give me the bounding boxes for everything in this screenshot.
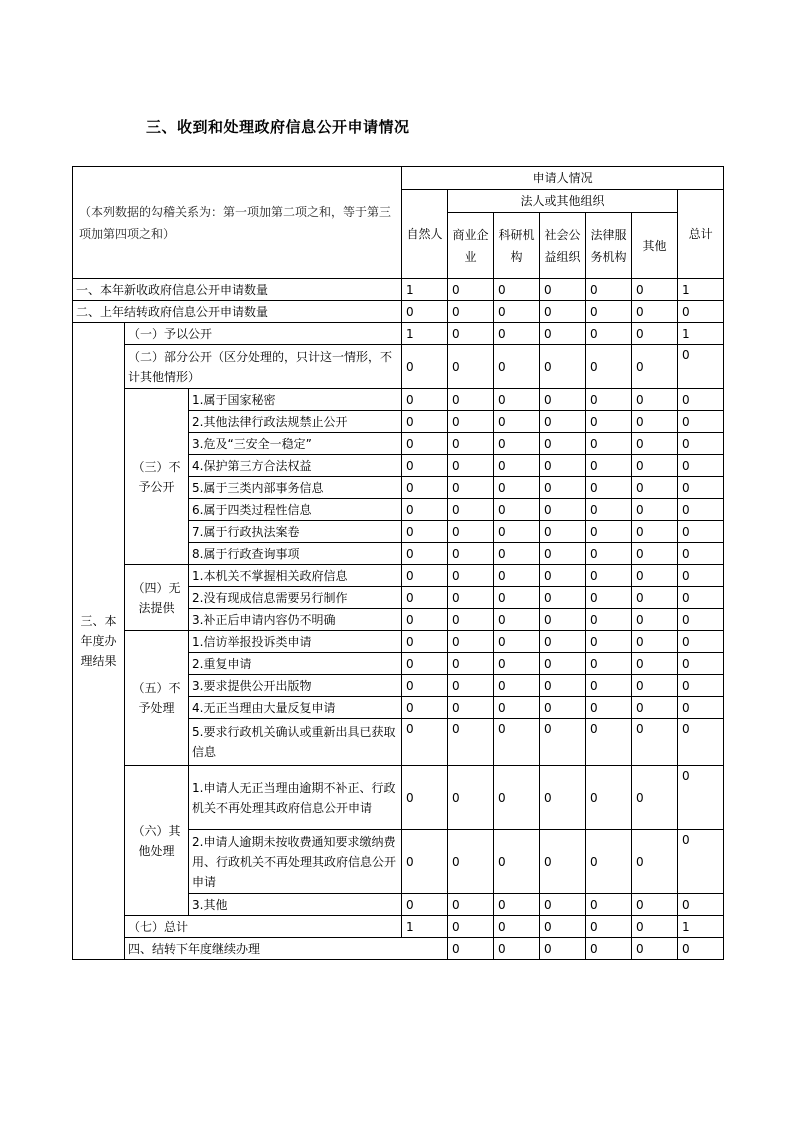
cell-value: 0 bbox=[402, 766, 448, 830]
cell-value: 0 bbox=[540, 609, 586, 631]
row-label: 8.属于行政查询事项 bbox=[189, 543, 402, 565]
cell-value: 0 bbox=[494, 543, 540, 565]
cell-value: 0 bbox=[448, 938, 494, 960]
cell-value: 0 bbox=[448, 455, 494, 477]
cell-value: 0 bbox=[494, 499, 540, 521]
cell-value: 0 bbox=[540, 411, 586, 433]
cell-value: 0 bbox=[632, 411, 678, 433]
cell-value: 0 bbox=[540, 301, 586, 323]
table-row bbox=[73, 389, 724, 411]
cell-value: 0 bbox=[586, 631, 632, 653]
cell-value: 0 bbox=[402, 411, 448, 433]
group-label: （三）不予公开 bbox=[125, 389, 189, 565]
cell-value: 0 bbox=[448, 719, 494, 766]
cell-value: 0 bbox=[540, 543, 586, 565]
cell-value: 0 bbox=[632, 938, 678, 960]
cell-value: 0 bbox=[586, 323, 632, 345]
cell-value: 0 bbox=[494, 938, 540, 960]
cell-value: 0 bbox=[494, 653, 540, 675]
table-row bbox=[73, 938, 724, 960]
application-stats-table bbox=[72, 166, 724, 960]
cell-value: 0 bbox=[678, 411, 724, 433]
cell-value: 0 bbox=[632, 830, 678, 894]
cell-value: 0 bbox=[678, 521, 724, 543]
header-applicant: 申请人情况 bbox=[402, 167, 724, 190]
cell-value: 0 bbox=[586, 653, 632, 675]
cell-value: 0 bbox=[402, 609, 448, 631]
cell-value: 0 bbox=[494, 894, 540, 916]
cell-value: 0 bbox=[540, 675, 586, 697]
cell-value: 0 bbox=[586, 587, 632, 609]
row-label: 2.没有现成信息需要另行制作 bbox=[189, 587, 402, 609]
cell-value: 0 bbox=[402, 653, 448, 675]
cell-value: 0 bbox=[494, 565, 540, 587]
row-label: （二）部分公开（区分处理的，只计这一情形，不计其他情形） bbox=[125, 345, 402, 389]
cell-value: 0 bbox=[494, 433, 540, 455]
cell-value: 0 bbox=[448, 766, 494, 830]
cell-value: 0 bbox=[540, 565, 586, 587]
row-label: 4.无正当理由大量反复申请 bbox=[189, 697, 402, 719]
cell-value: 0 bbox=[586, 675, 632, 697]
row-label: 3.补正后申请内容仍不明确 bbox=[189, 609, 402, 631]
header-other: 其他 bbox=[632, 213, 678, 279]
cell-value: 0 bbox=[632, 389, 678, 411]
cell-value: 0 bbox=[632, 323, 678, 345]
cell-value: 0 bbox=[678, 675, 724, 697]
cell-value: 0 bbox=[632, 279, 678, 301]
header-social: 社会公益组织 bbox=[540, 213, 586, 279]
cell-value: 0 bbox=[632, 433, 678, 455]
cell-value: 0 bbox=[632, 543, 678, 565]
cell-value: 0 bbox=[632, 609, 678, 631]
table-row bbox=[73, 631, 724, 653]
cell-value: 0 bbox=[586, 766, 632, 830]
cell-value: 0 bbox=[494, 521, 540, 543]
cell-value: 0 bbox=[402, 433, 448, 455]
header-total: 总计 bbox=[678, 190, 724, 279]
cell-value: 0 bbox=[540, 455, 586, 477]
cell-value: 0 bbox=[448, 675, 494, 697]
cell-value: 0 bbox=[678, 345, 724, 389]
cell-value: 0 bbox=[494, 719, 540, 766]
row-label: 3.危及“三安全一稳定” bbox=[189, 433, 402, 455]
cell-value: 0 bbox=[448, 631, 494, 653]
cell-value: 0 bbox=[586, 433, 632, 455]
cell-value: 0 bbox=[632, 675, 678, 697]
cell-value: 0 bbox=[678, 565, 724, 587]
cell-value: 0 bbox=[402, 345, 448, 389]
cell-value: 0 bbox=[448, 565, 494, 587]
cell-value: 0 bbox=[632, 345, 678, 389]
cell-value: 0 bbox=[632, 697, 678, 719]
table-row bbox=[73, 916, 724, 938]
cell-value: 0 bbox=[494, 279, 540, 301]
cell-value: 0 bbox=[402, 565, 448, 587]
row-label: 3.要求提供公开出版物 bbox=[189, 675, 402, 697]
cell-value: 0 bbox=[678, 719, 724, 766]
cell-value: 0 bbox=[402, 389, 448, 411]
cell-value: 0 bbox=[494, 455, 540, 477]
row-label: 7.属于行政执法案卷 bbox=[189, 521, 402, 543]
cell-value: 0 bbox=[448, 345, 494, 389]
cell-value: 0 bbox=[586, 499, 632, 521]
cell-value: 0 bbox=[494, 766, 540, 830]
cell-value: 0 bbox=[678, 433, 724, 455]
cell-value: 0 bbox=[494, 675, 540, 697]
cell-value: 0 bbox=[586, 830, 632, 894]
cell-value: 0 bbox=[448, 916, 494, 938]
cell-value: 0 bbox=[586, 279, 632, 301]
cell-value: 0 bbox=[540, 894, 586, 916]
cell-value: 0 bbox=[678, 697, 724, 719]
cell-value: 0 bbox=[448, 587, 494, 609]
cell-value: 0 bbox=[540, 323, 586, 345]
cell-value: 1 bbox=[678, 916, 724, 938]
cell-value: 0 bbox=[540, 697, 586, 719]
cell-value: 0 bbox=[402, 894, 448, 916]
cell-value: 0 bbox=[586, 894, 632, 916]
cell-value: 0 bbox=[448, 609, 494, 631]
cell-value: 0 bbox=[632, 894, 678, 916]
cell-value: 0 bbox=[448, 389, 494, 411]
cell-value: 0 bbox=[586, 697, 632, 719]
cell-value: 1 bbox=[402, 323, 448, 345]
cell-value: 0 bbox=[678, 609, 724, 631]
cell-value: 0 bbox=[448, 477, 494, 499]
cell-value: 0 bbox=[540, 631, 586, 653]
row-label: 1.属于国家秘密 bbox=[189, 389, 402, 411]
row-label: 2.申请人逾期未按收费通知要求缴纳费用、行政机关不再处理其政府信息公开申请 bbox=[189, 830, 402, 894]
cell-value: 0 bbox=[678, 499, 724, 521]
cell-value: 0 bbox=[494, 477, 540, 499]
cell-value: 0 bbox=[540, 916, 586, 938]
cell-value: 0 bbox=[402, 719, 448, 766]
cell-value: 0 bbox=[678, 543, 724, 565]
cell-value: 0 bbox=[678, 830, 724, 894]
cell-value: 0 bbox=[448, 279, 494, 301]
cell-value: 1 bbox=[402, 916, 448, 938]
row-label: （一）予以公开 bbox=[125, 323, 402, 345]
cell-value: 0 bbox=[632, 653, 678, 675]
section-title: 三、收到和处理政府信息公开申请情况 bbox=[146, 118, 410, 136]
cell-value: 0 bbox=[494, 830, 540, 894]
cell-value: 0 bbox=[402, 521, 448, 543]
cell-value: 0 bbox=[494, 587, 540, 609]
row-label: 二、上年结转政府信息公开申请数量 bbox=[73, 301, 402, 323]
cell-value: 0 bbox=[540, 587, 586, 609]
cell-value: 0 bbox=[586, 455, 632, 477]
cell-value: 0 bbox=[586, 301, 632, 323]
cell-value: 0 bbox=[586, 477, 632, 499]
cell-value: 0 bbox=[402, 697, 448, 719]
cell-value: 0 bbox=[540, 345, 586, 389]
cell-value: 0 bbox=[494, 609, 540, 631]
cell-value: 0 bbox=[632, 719, 678, 766]
cell-value: 0 bbox=[678, 587, 724, 609]
cell-value: 0 bbox=[402, 301, 448, 323]
row-label: 3.其他 bbox=[189, 894, 402, 916]
cell-value: 0 bbox=[448, 894, 494, 916]
cell-value: 0 bbox=[586, 938, 632, 960]
cell-value: 0 bbox=[448, 301, 494, 323]
cell-value: 0 bbox=[494, 631, 540, 653]
cell-value: 0 bbox=[402, 587, 448, 609]
table-row bbox=[73, 766, 724, 830]
cell-value: 0 bbox=[540, 279, 586, 301]
row-label: 5.要求行政机关确认或重新出具已获取信息 bbox=[189, 719, 402, 766]
table-row bbox=[73, 345, 724, 389]
cell-value: 0 bbox=[678, 389, 724, 411]
table-row bbox=[73, 279, 724, 301]
group-label: （五）不予处理 bbox=[125, 631, 189, 766]
cell-value: 0 bbox=[494, 916, 540, 938]
cell-value: 0 bbox=[632, 565, 678, 587]
cell-value: 0 bbox=[494, 301, 540, 323]
cell-value: 0 bbox=[402, 499, 448, 521]
row-label: 一、本年新收政府信息公开申请数量 bbox=[73, 279, 402, 301]
cell-value: 0 bbox=[540, 830, 586, 894]
cell-value: 0 bbox=[632, 455, 678, 477]
cell-value: 0 bbox=[448, 499, 494, 521]
cell-value: 0 bbox=[494, 411, 540, 433]
cell-value: 0 bbox=[678, 301, 724, 323]
cell-value: 0 bbox=[494, 389, 540, 411]
cell-value: 0 bbox=[586, 521, 632, 543]
cell-value: 0 bbox=[632, 916, 678, 938]
cell-value: 0 bbox=[448, 433, 494, 455]
cell-value: 0 bbox=[540, 719, 586, 766]
header-legal-entity: 法人或其他组织 bbox=[448, 190, 678, 213]
row-label: 4.保护第三方合法权益 bbox=[189, 455, 402, 477]
cell-value: 0 bbox=[448, 697, 494, 719]
cell-value: 1 bbox=[402, 279, 448, 301]
row-label: 6.属于四类过程性信息 bbox=[189, 499, 402, 521]
cell-value: 0 bbox=[402, 455, 448, 477]
group-label: （四）无法提供 bbox=[125, 565, 189, 631]
row-label: 1.本机关不掌握相关政府信息 bbox=[189, 565, 402, 587]
cell-value: 0 bbox=[586, 916, 632, 938]
cell-value: 0 bbox=[540, 433, 586, 455]
cell-value: 0 bbox=[448, 830, 494, 894]
table-row bbox=[73, 565, 724, 587]
cell-value: 0 bbox=[632, 631, 678, 653]
cell-value: 0 bbox=[402, 830, 448, 894]
cell-value: 0 bbox=[678, 894, 724, 916]
cell-value: 0 bbox=[540, 938, 586, 960]
table-row bbox=[73, 323, 724, 345]
cell-value: 0 bbox=[494, 323, 540, 345]
group-label: （六）其他处理 bbox=[125, 766, 189, 916]
cell-value: 0 bbox=[632, 587, 678, 609]
cell-value: 0 bbox=[632, 301, 678, 323]
row-label: 四、结转下年度继续办理 bbox=[125, 938, 448, 960]
cell-value: 0 bbox=[586, 609, 632, 631]
cell-value: 0 bbox=[678, 938, 724, 960]
header-natural-person: 自然人 bbox=[402, 190, 448, 279]
cell-value: 0 bbox=[540, 477, 586, 499]
row-label: 5.属于三类内部事务信息 bbox=[189, 477, 402, 499]
cell-value: 1 bbox=[678, 279, 724, 301]
cell-value: 0 bbox=[632, 521, 678, 543]
cell-value: 0 bbox=[540, 653, 586, 675]
cell-value: 0 bbox=[540, 499, 586, 521]
cell-value: 0 bbox=[402, 631, 448, 653]
cell-value: 0 bbox=[678, 631, 724, 653]
cell-value: 0 bbox=[586, 719, 632, 766]
header-note: （本列数据的勾稽关系为：第一项加第二项之和，等于第三项加第四项之和） bbox=[73, 167, 402, 279]
row-label: 2.重复申请 bbox=[189, 653, 402, 675]
cell-value: 0 bbox=[678, 653, 724, 675]
cell-value: 0 bbox=[678, 477, 724, 499]
section-3-label: 三、本年度办理结果 bbox=[73, 323, 125, 960]
cell-value: 0 bbox=[448, 521, 494, 543]
cell-value: 0 bbox=[448, 323, 494, 345]
header-law: 法律服务机构 bbox=[586, 213, 632, 279]
cell-value: 0 bbox=[402, 675, 448, 697]
header-research: 科研机构 bbox=[494, 213, 540, 279]
cell-value: 0 bbox=[586, 565, 632, 587]
cell-value: 0 bbox=[678, 766, 724, 830]
cell-value: 0 bbox=[632, 477, 678, 499]
cell-value: 0 bbox=[586, 411, 632, 433]
cell-value: 0 bbox=[494, 697, 540, 719]
row-label: 2.其他法律行政法规禁止公开 bbox=[189, 411, 402, 433]
row-label: （七）总计 bbox=[125, 916, 402, 938]
cell-value: 0 bbox=[586, 543, 632, 565]
cell-value: 0 bbox=[494, 345, 540, 389]
cell-value: 0 bbox=[448, 653, 494, 675]
cell-value: 0 bbox=[448, 543, 494, 565]
header-business: 商业企业 bbox=[448, 213, 494, 279]
cell-value: 0 bbox=[586, 345, 632, 389]
cell-value: 0 bbox=[632, 766, 678, 830]
cell-value: 1 bbox=[678, 323, 724, 345]
cell-value: 0 bbox=[402, 477, 448, 499]
cell-value: 0 bbox=[540, 766, 586, 830]
table-row bbox=[73, 301, 724, 323]
cell-value: 0 bbox=[632, 499, 678, 521]
cell-value: 0 bbox=[540, 521, 586, 543]
row-label: 1.信访举报投诉类申请 bbox=[189, 631, 402, 653]
cell-value: 0 bbox=[586, 389, 632, 411]
cell-value: 0 bbox=[448, 411, 494, 433]
cell-value: 0 bbox=[402, 543, 448, 565]
cell-value: 0 bbox=[540, 389, 586, 411]
row-label: 1.申请人无正当理由逾期不补正、行政机关不再处理其政府信息公开申请 bbox=[189, 766, 402, 830]
cell-value: 0 bbox=[678, 455, 724, 477]
